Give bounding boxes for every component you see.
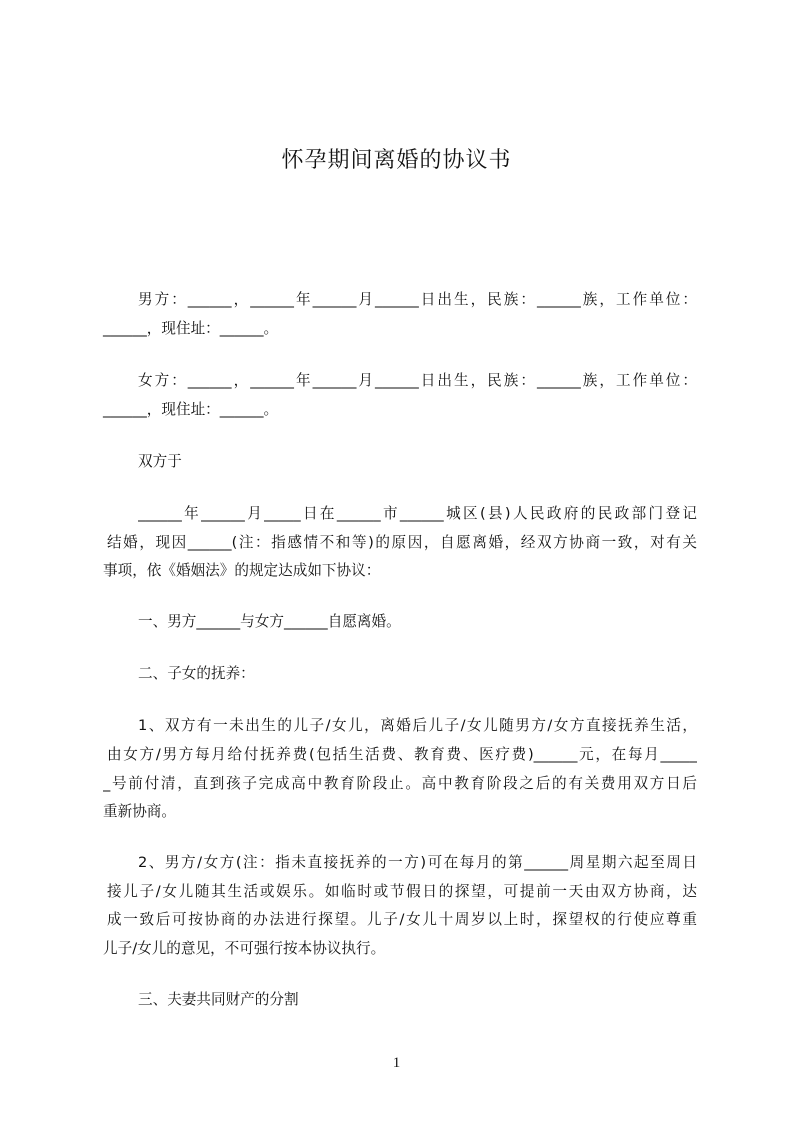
female-party-line: 女方：______，______年______月______日出生，民族：______族，工作单位： xyxy=(138,372,697,389)
item-2-line: 成一致后可按协商的办法进行探望。儿子/女儿十周岁以上时，探望权的行使应尊重 xyxy=(107,911,697,928)
clause-3-heading: 三、夫妻共同财产的分割 xyxy=(138,991,299,1008)
female-party-line: ______，现住址：______。 xyxy=(103,401,279,418)
marriage-line: 结婚，现因______(注：指感情不和等)的原因，自愿离婚，经双方协商一致，对有关 xyxy=(107,534,697,551)
item-2-line: 接儿子/女儿随其生活或娱乐。如临时或节假日的探望，可提前一天由双方协商，达 xyxy=(107,883,697,900)
clause-2-heading: 二、子女的抚养： xyxy=(138,665,255,682)
clause-1: 一、男方______与女方______自愿离婚。 xyxy=(138,613,401,630)
page-number: 1 xyxy=(392,1055,401,1071)
item-1-line: _号前付清，直到孩子完成高中教育阶段止。高中教育阶段之后的有关费用双方日后 xyxy=(103,775,697,792)
item-2-line: 2、男方/女方(注：指未直接抚养的一方)可在每月的第______周星期六起至周日 xyxy=(138,854,697,871)
item-1-line: 重新协商。 xyxy=(103,803,176,820)
item-2-line: 儿子/女儿的意见，不可强行按本协议执行。 xyxy=(103,940,386,957)
document-title: 怀孕期间离婚的协议书 xyxy=(281,148,512,173)
item-1-line: 1、双方有一未出生的儿子/女儿，离婚后儿子/女儿随男方/女方直接抚养生活， xyxy=(138,717,697,734)
intro-text: 双方于 xyxy=(138,453,182,470)
male-party-line: 男方：______，______年______月______日出生，民族：______族，工作单位： xyxy=(138,291,697,308)
item-1-line: 由女方/男方每月给付抚养费(包括生活费、教育费、医疗费)______元，在每月_____ xyxy=(107,746,697,763)
marriage-line: ______年______月_____日在______市______城区(县)人民政府的民政部门登记 xyxy=(138,505,697,522)
marriage-line: 事项，依《婚姻法》的规定达成如下协议： xyxy=(103,562,381,579)
male-party-line: ______，现住址：______。 xyxy=(103,320,279,337)
